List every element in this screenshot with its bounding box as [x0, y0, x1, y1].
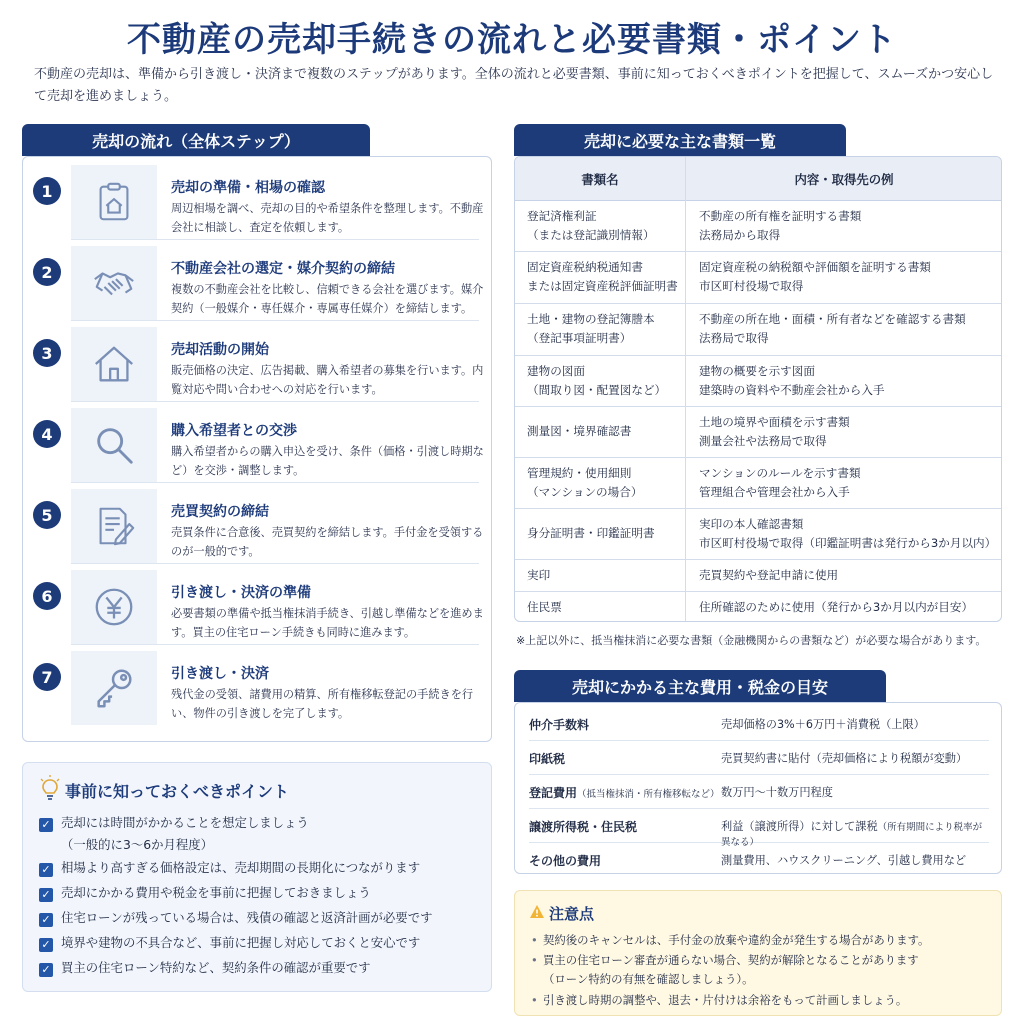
fee-row: 譲渡所得税・住民税 利益（譲渡所得）に対して課税（所有期間により税率が異なる）	[529, 809, 989, 843]
step-desc: 売買条件に合意後、売買契約を締結します。手付金を受領するのが一般的です。	[171, 526, 484, 558]
docs-table-head	[515, 157, 1002, 201]
warning-icon	[529, 904, 545, 920]
checkbox-icon: ✓	[39, 913, 53, 927]
table-row: 固定資産税納税通知書 または固定資産税評価証明書 固定資産税の納税額や評価額を証明する書類 市区町村役場で取得	[515, 252, 1002, 304]
step-number: 3	[33, 339, 61, 367]
yen-coin-icon	[71, 570, 157, 644]
step-desc: 複数の不動産会社を比較し、信頼できる会社を選びます。媒介契約（一般媒介・専任媒介・専属専任媒介）を締結します。	[171, 283, 484, 315]
caution-header: 注意点	[549, 905, 595, 923]
table-row: 測量図・境界確認書 土地の境界や面積を示す書類 測量会社や法務局で取得	[515, 407, 1002, 458]
handshake-icon	[71, 246, 157, 320]
tip-sub: （一般的に3〜6か月程度）	[61, 837, 214, 852]
flow-step-5	[23, 483, 493, 564]
house-icon	[71, 327, 157, 401]
docs-note: ※上記以外に、抵当権抹消に必要な書類（金融機関からの書類など）が必要な場合があります。	[516, 634, 987, 647]
step-number: 7	[33, 663, 61, 691]
tip-item-3: ✓ 売却にかかる費用や税金を事前に把握しておきましょう	[39, 883, 371, 903]
flow-step-1	[23, 159, 493, 240]
table-row: 住民票 住所確認のために使用（発行から3か月以内が目安）	[527, 600, 974, 614]
caution-item: • 買主の住宅ローン審査が通らない場合、契約が解除となることがあります	[531, 953, 919, 967]
fees-panel	[514, 702, 1002, 874]
step-title: 引き渡し・決済	[171, 666, 269, 682]
flow-step-2	[23, 240, 493, 321]
step-number: 6	[33, 582, 61, 610]
tips-header: 事前に知っておくべきポイント	[65, 782, 290, 801]
tip-item-5: ✓ 境界や建物の不具合など、事前に把握し対応しておくと安心です	[39, 933, 420, 953]
tip-item-4: ✓ 住宅ローンが残っている場合は、残債の確認と返済計画が必要です	[39, 908, 432, 928]
flow-step-3	[23, 321, 493, 402]
contract-pen-icon	[71, 489, 157, 563]
flow-step-6	[23, 564, 493, 645]
table-row: 建物の図面 （間取り図・配置図など） 建物の概要を示す図面 建築時の資料や不動産会社から入手	[515, 356, 1002, 407]
step-title: 購入希望者との交渉	[171, 423, 297, 439]
step-number: 2	[33, 258, 61, 286]
intro-text: 不動産の売却は、準備から引き渡し・決済まで複数のステップがあります。全体の流れと必要書類、事前に知っておくべきポイントを把握して、スムーズかつ安心して売却を進めましょう。	[34, 67, 994, 104]
fee-row: 仲介手数料 売却価格の3%＋6万円＋消費税（上限）	[529, 707, 989, 741]
fees-header: 売却にかかる主な費用・税金の目安	[514, 670, 886, 702]
checkbox-icon: ✓	[39, 938, 53, 952]
step-title: 売却の準備・相場の確認	[171, 180, 325, 196]
clipboard-house-icon	[71, 165, 157, 239]
fee-row: 印紙税 売買契約書に貼付（売却価格により税額が変動）	[529, 741, 989, 775]
key-icon	[71, 651, 157, 725]
checkbox-icon: ✓	[39, 863, 53, 877]
magnifier-icon	[71, 408, 157, 482]
step-number: 4	[33, 420, 61, 448]
step-desc: 購入希望者からの購入申込を受け、条件（価格・引渡し時期など）を交渉・調整します。	[171, 445, 484, 477]
table-row: 登記済権利証 （または登記識別情報） 不動産の所有権を証明する書類 法務局から取得	[515, 201, 1002, 252]
step-number: 1	[33, 177, 61, 205]
docs-header: 売却に必要な主な書類一覧	[514, 124, 846, 156]
table-row: 実印 売買契約や登記申請に使用	[515, 560, 1002, 592]
flow-step-4	[23, 402, 493, 483]
docs-col-detail: 内容・取得先の例	[794, 172, 894, 187]
checkbox-icon: ✓	[39, 818, 53, 832]
tip-item-2: ✓ 相場より高すぎる価格設定は、売却期間の長期化につながります	[39, 858, 420, 878]
caution-item-cont: （ローン特約の有無を確認しましょう）。	[543, 972, 754, 986]
fee-row: その他の費用 測量費用、ハウスクリーニング、引越し費用など	[529, 854, 967, 868]
flow-step-7	[23, 645, 493, 726]
step-desc: 残代金の受領、諸費用の精算、所有権移転登記の手続きを行い、物件の引き渡しを完了します。	[171, 688, 474, 720]
docs-col-name: 書類名	[581, 172, 619, 187]
step-title: 引き渡し・決済の準備	[171, 585, 311, 601]
docs-table	[514, 156, 1002, 622]
tip-item-6: ✓ 買主の住宅ローン特約など、契約条件の確認が重要です	[39, 958, 371, 978]
checkbox-icon: ✓	[39, 963, 53, 977]
step-title: 売買契約の締結	[171, 504, 269, 520]
step-title: 売却活動の開始	[171, 342, 269, 358]
caution-panel	[514, 890, 1002, 1016]
step-number: 5	[33, 501, 61, 529]
checkbox-icon: ✓	[39, 888, 53, 902]
tips-panel	[22, 762, 492, 992]
caution-item: • 契約後のキャンセルは、手付金の放棄や違約金が発生する場合があります。	[531, 933, 930, 947]
step-title: 不動産会社の選定・媒介契約の締結	[171, 261, 395, 277]
flow-panel	[22, 156, 492, 742]
caution-item: • 引き渡し時期の調整や、退去・片付けは余裕をもって計画しましょう。	[531, 993, 908, 1007]
step-desc: 販売価格の決定、広告掲載、購入希望者の募集を行います。内覧対応や問い合わせへの対応を行います。	[171, 364, 484, 396]
tip-item-1: ✓ 売却には時間がかかることを想定しましょう	[39, 813, 309, 833]
step-desc: 周辺相場を調べ、売却の目的や希望条件を整理します。不動産会社に相談し、査定を依頼します。	[171, 202, 484, 234]
step-desc: 必要書類の準備や抵当権抹消手続き、引越し準備などを進めます。買主の住宅ローン手続きも同時に進みます。	[171, 607, 484, 639]
table-row: 土地・建物の登記簿謄本 （登記事項証明書） 不動産の所在地・面積・所有者などを確認する書類 法務局で取得	[515, 304, 1002, 356]
lightbulb-icon	[39, 775, 61, 801]
page-title: 不動産の売却手続きの流れと必要書類・ポイント	[127, 20, 897, 60]
table-row: 管理規約・使用細則 （マンションの場合） マンションのルールを示す書類 管理組合や管理会社から入手	[515, 458, 1002, 509]
table-row: 身分証明書・印鑑証明書 実印の本人確認書類 市区町村役場で取得（印鑑証明書は発行から3か月以内）	[515, 509, 1002, 560]
flow-header: 売却の流れ（全体ステップ）	[22, 124, 370, 156]
fee-row: 登記費用（抵当権抹消・所有権移転など） 数万円〜十数万円程度	[529, 775, 989, 809]
